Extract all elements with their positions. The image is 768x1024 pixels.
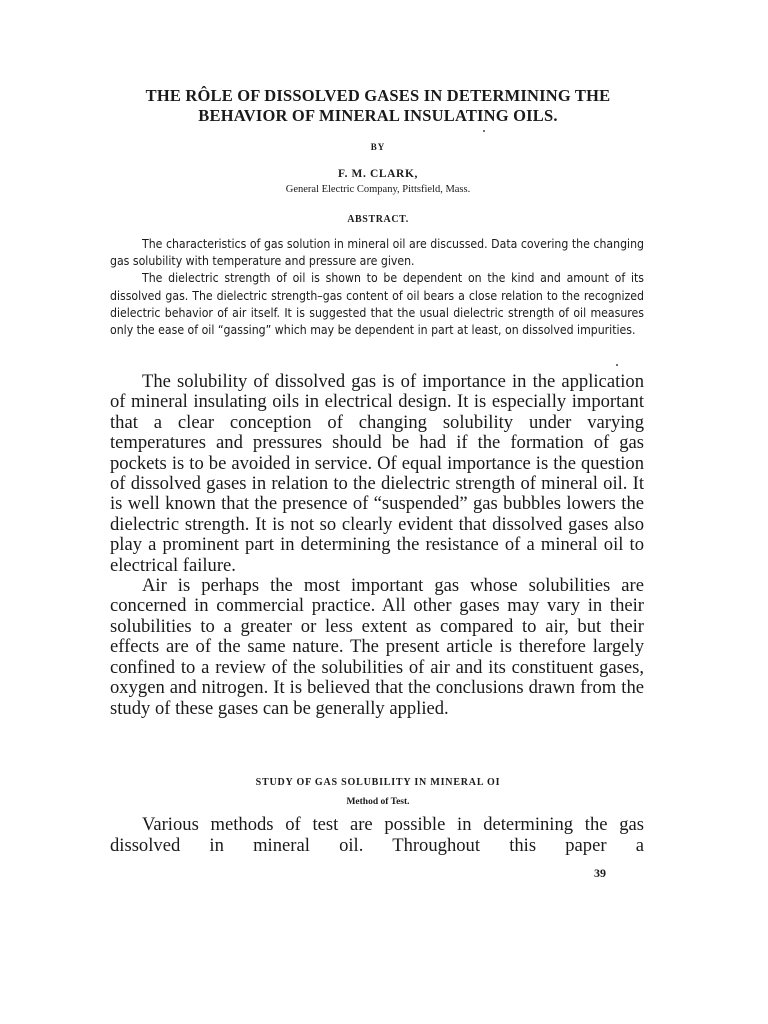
author-name: F. M. CLARK,: [338, 168, 418, 180]
abstract-body: [110, 236, 644, 339]
section-subheading: Method of Test.: [346, 797, 410, 807]
body-section-method: [110, 815, 644, 856]
abstract-paragraph: The dielectric strength of oil is shown to be dependent on the kind and amount of its dissolved gas. The dielectric strength–gas content of oil bears a close relation to the recognized dielectric behavior of air itself. It is suggested that the usual dielectric strength of oil measures only the ease of oil “gassing” which may be dependent in part at least, on dissolved impurities.: [110, 271, 644, 338]
author-affiliation: General Electric Company, Pittsfield, Mass.: [285, 184, 471, 195]
abstract-heading: ABSTRACT.: [347, 214, 409, 225]
body-paragraph: Various methods of test are possible in determining the gas dissolved in mineral oil. Throughout this paper a: [110, 814, 644, 856]
byline-by: BY: [370, 142, 386, 152]
paper-title-line-2: BEHAVIOR OF MINERAL INSULATING OILS.: [198, 106, 558, 125]
body-section-intro: [110, 372, 644, 719]
print-speck: [483, 130, 485, 132]
section-heading: STUDY OF GAS SOLUBILITY IN MINERAL OI: [255, 777, 501, 788]
body-paragraph: The solubility of dissolved gas is of importance in the application of mineral insulating oils in electrical design. It is especially important that a clear conception of changing solubility under varying temperatures and pressures should be had if the formation of gas pockets is to be avoided in service. Of equal importance is the question of dissolved gases in relation to the dielectric strength of mineral oil. It is well known that the presence of “suspended” gas bubbles lowers the dielectric strength. It is not so clearly evident that dissolved gases also play a prominent part in determining the resistance of a mineral oil to electrical failure.: [110, 371, 644, 576]
print-speck: [616, 364, 618, 366]
body-paragraph: Air is perhaps the most important gas whose solubilities are concerned in commercial practice. All other gases may vary in their solubilities to a greater or less extent as compared to air, but their effects are of the same nature. The present article is therefore largely confined to a review of the solubilities of air and its constituent gases, oxygen and nitrogen. It is believed that the conclusions drawn from the study of these gases can be generally applied.: [110, 575, 644, 719]
page-number: 39: [594, 866, 606, 880]
abstract-paragraph: The characteristics of gas solution in mineral oil are discussed. Data covering the changing gas solubility with temperature and pressure are given.: [110, 237, 644, 269]
paper-title-line-1: THE RÔLE OF DISSOLVED GASES IN DETERMINING THE: [145, 86, 611, 105]
